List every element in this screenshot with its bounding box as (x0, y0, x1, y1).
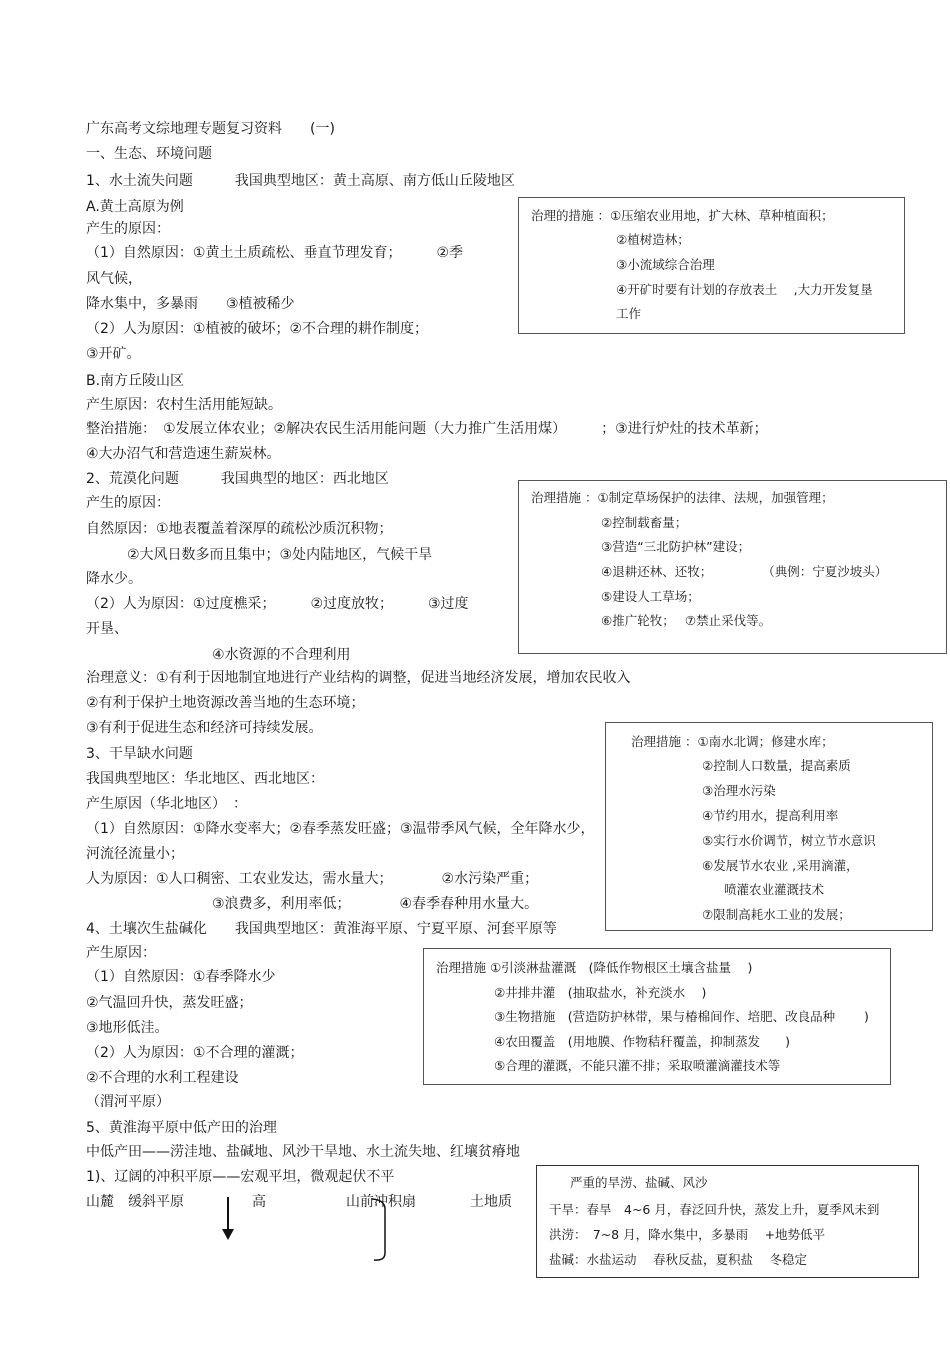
cause-line: 产生原因：农村生活用能短缺。 (86, 397, 282, 413)
subtopic-a-title: A.黄土高原为例 (86, 199, 184, 215)
topic-heading-4: 4、土壤次生盐碱化 我国典型地区：黄淮海平原、宁夏平原、河套平原等 (86, 921, 557, 937)
box-line: 盐碱：水盐运动 春秋反盐，夏积盐 冬稳定 (549, 1252, 807, 1267)
human-cause-line: ④水资源的不合理利用 (212, 647, 351, 663)
human-cause-line: ②不合理的水利工程建设 (86, 1070, 239, 1086)
region-line: 我国典型地区：华北地区、西北地区： (86, 771, 324, 787)
human-cause-line: （2）人为原因：①植被的破坏；②不合理的耕作制度； (86, 321, 429, 337)
box-line: ③营造“三北防护林”建设； (601, 539, 751, 554)
human-cause-line: ③浪费多，利用率低； ④春季春种用水量大。 (212, 896, 539, 912)
terrain-word: 高 (252, 1194, 266, 1210)
definition-line: 中低产田——涝洼地、盐碱地、风沙干旱地、水土流失地、红壤贫瘠地 (86, 1144, 520, 1160)
box-line: ④开矿时要有计划的存放表土 ,大力开发复垦 (616, 282, 873, 297)
measure-line: ④大办沼气和营造速生薪炭林。 (86, 446, 281, 462)
measures-box-2 (518, 480, 947, 654)
significance-line: 治理意义：①有利于因地制宜地进行产业结构的调整，促进当地经济发展，增加农民收入 (86, 670, 631, 686)
topic-heading-5: 5、黄淮海平原中低产田的治理 (86, 1120, 277, 1136)
box-line: ②控制人口数量，提高素质 (702, 758, 851, 773)
human-cause-line: （渭河平原） (86, 1094, 170, 1110)
natural-cause-line: 河流径流量小； (86, 846, 184, 862)
box-line: ⑤实行水价调节，树立节水意识 (702, 833, 876, 848)
human-cause-line: （2）人为原因：①过度樵采； ②过度放牧； ③过度 (86, 596, 469, 612)
topic-heading-1: 1、水土流失问题 我国典型地区：黄土高原、南方低山丘陵地区 (86, 173, 515, 189)
box-line: ③小流域综合治理 (616, 257, 715, 272)
natural-cause-line: ②大风日数多而且集中；③处内陆地区，气候干旱 (127, 547, 433, 563)
natural-cause-line: （1）自然原因：①降水变率大；②春季蒸发旺盛；③温带季风气候，全年降水少， (86, 821, 595, 837)
measure-line: 整治措施： ①发展立体农业；②解决农民生活用能问题（大力推广生活用煤） ；③进行炉灶的技术革新； (86, 421, 768, 437)
box-line: ②控制载畜量； (601, 515, 688, 530)
terrain-word: 山前冲积扇 (346, 1194, 416, 1210)
subtopic-b-title: B.南方丘陵山区 (86, 373, 185, 389)
measures-box-4 (423, 948, 891, 1085)
terrain-line: 1)、辽阔的冲积平原——宏观平坦，微观起伏不平 (86, 1169, 395, 1185)
box-line: ②植树造林； (616, 232, 690, 247)
box-line: ⑥推广轮牧； ⑦禁止采伐等。 (601, 613, 772, 628)
natural-cause-line: 自然原因：①地表覆盖着深厚的疏松沙质沉积物； (86, 521, 393, 537)
human-cause-line: ③开矿。 (86, 346, 141, 362)
natural-cause-line: （1）自然原因：①黄土土质疏松、垂直节理发育； ②季 (86, 245, 464, 261)
page-title: 广东高考文综地理专题复习资料 (一) (86, 121, 335, 137)
natural-cause-line: 降水少。 (86, 571, 142, 587)
down-arrow-icon (215, 1195, 245, 1245)
section-heading: 一、生态、环境问题 (86, 146, 212, 162)
box-line: 治理措施 ①引淡淋盐灌溉 (降低作物根区土壤含盐量 ) (436, 960, 753, 975)
box-line: 严重的旱涝、盐碱、风沙 (570, 1175, 708, 1190)
box-line: 洪涝： 7~8 月，降水集中，多暴雨 +地势低平 (549, 1227, 826, 1242)
terrain-word: 土地质 (470, 1194, 512, 1210)
significance-line: ②有利于保护土地资源改善当地的生态环境； (86, 695, 365, 711)
human-cause-line: （2）人为原因：①不合理的灌溉； (86, 1045, 304, 1061)
cause-label: 产生原因： (86, 945, 156, 961)
box-line: ⑥发展节水农业 ,采用滴灌， (702, 858, 859, 873)
box-line: 治理措施 ：①南水北调；修建水库； (631, 734, 834, 749)
box-line: ②井排井灌 (抽取盐水，补充淡水 ) (494, 985, 707, 1000)
box-line: ④农田覆盖 (用地膜、作物秸秆覆盖，抑制蒸发 ) (494, 1034, 790, 1049)
box-line: ④退耕还林、还牧； （典例：宁夏沙坡头） (601, 564, 888, 579)
box-line: ④节约用水，提高利用率 (702, 808, 839, 823)
natural-cause-line: ③地形低洼。 (86, 1020, 169, 1036)
box-line: 工作 (616, 306, 642, 321)
box-line: 治理的措施 ：①压缩农业用地，扩大林、草种植面积； (531, 208, 834, 223)
problems-box-5 (536, 1165, 919, 1278)
natural-cause-line: 降水集中，多暴雨 ③植被稀少 (86, 296, 295, 312)
terrain-word: 山麓 缓斜平原 (86, 1194, 184, 1210)
natural-cause-line: ②气温回升快，蒸发旺盛； (86, 995, 253, 1011)
bracket-icon (368, 1195, 393, 1265)
topic-heading-2: 2、荒漠化问题 我国典型的地区：西北地区 (86, 471, 389, 487)
box-line: ⑤建设人工草场； (601, 589, 700, 604)
topic-heading-3: 3、干旱缺水问题 (86, 746, 193, 762)
measures-box-1 (518, 197, 905, 334)
box-line: ⑤合理的灌溉，不能只灌不排；采取喷灌滴灌技术等 (494, 1058, 781, 1073)
box-line: ⑦限制高耗水工业的发展； (702, 907, 851, 922)
human-cause-line: 人为原因：①人口稠密、工农业发达，需水量大； ②水污染严重； (86, 871, 539, 887)
cause-label: 产生的原因： (86, 495, 170, 511)
cause-label: 产生的原因： (86, 221, 170, 237)
box-line: ③生物措施 (营造防护林带，果与椿棉间作、培肥、改良品种 ) (494, 1009, 869, 1024)
box-line: 干旱：春旱 4~6 月，春泛回升快，蒸发上升，夏季风未到 (549, 1202, 880, 1217)
natural-cause-line: （1）自然原因：①春季降水少 (86, 969, 276, 985)
box-line: 喷灌农业灌溉技术 (724, 882, 825, 897)
box-line: ③治理水污染 (702, 783, 776, 798)
human-cause-line: 开垦、 (86, 621, 128, 637)
natural-cause-line: 风气候， (86, 271, 142, 287)
measures-box-3 (605, 722, 933, 931)
cause-label: 产生原因（华北地区） ： (86, 796, 247, 812)
significance-line: ③有利于促进生态和经济可持续发展。 (86, 720, 323, 736)
box-line: 治理措施 ：①制定草场保护的法律、法规，加强管理； (531, 490, 834, 505)
